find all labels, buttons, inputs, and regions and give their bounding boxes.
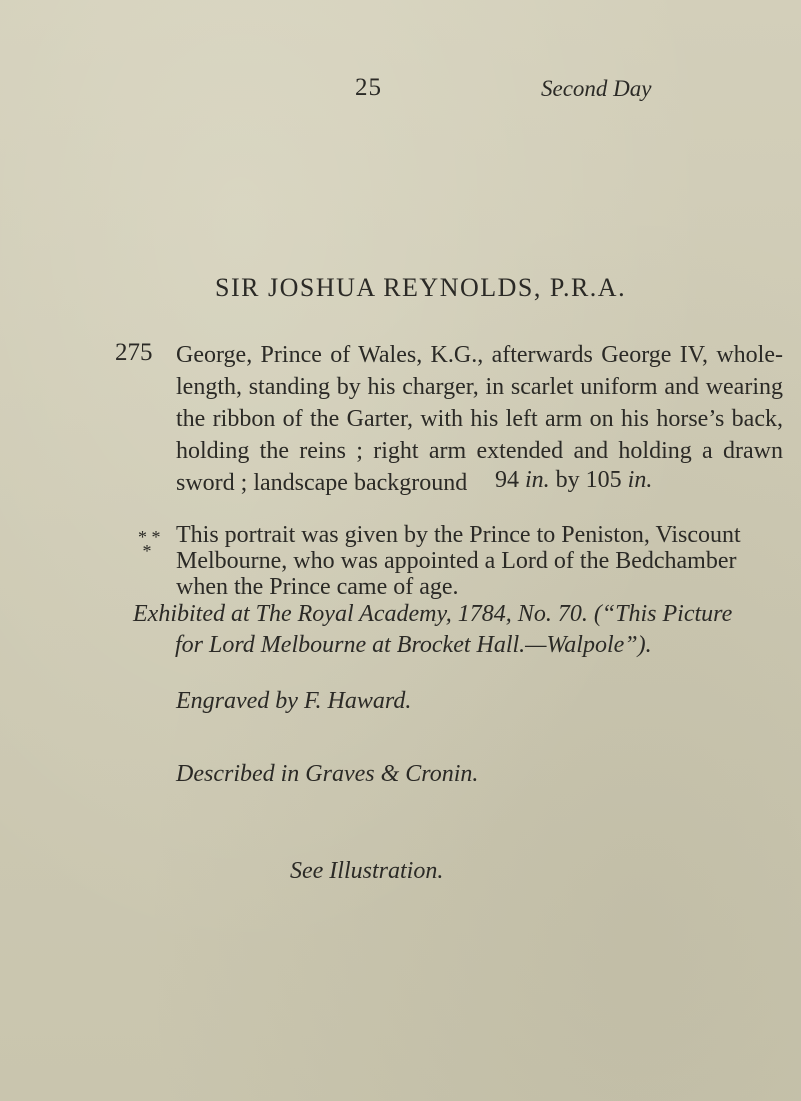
width-value: 105 <box>585 467 622 493</box>
provenance-note-line: Melbourne, who was appointed a Lord of the Bedchamber <box>176 548 737 574</box>
page-number: 25 <box>355 74 382 101</box>
illustration-reference: See Illustration. <box>290 858 444 884</box>
running-head: Second Day <box>541 76 652 101</box>
asterism-mark: * * * <box>138 527 161 561</box>
exhibition-history <box>133 599 783 661</box>
lot-description: George, Prince of Wales, K.G., afterwards George IV, whole-length, standing by his charger, in scarlet uniform and wearing the ribbon of the Garter, with his left arm on his horse’s back, holding the reins ; right arm extended and holding a drawn sword ; landscape background <box>176 342 783 496</box>
height-value: 94 <box>495 467 519 493</box>
dimension-by: by <box>555 467 580 493</box>
provenance-note-line: when the Prince came of age. <box>176 574 459 600</box>
lot-number: 275 <box>115 339 153 366</box>
provenance-note-line: This portrait was given by the Prince to Peniston, Viscount <box>176 522 741 548</box>
artist-heading: SIR JOSHUA REYNOLDS, P.R.A. <box>215 273 627 302</box>
exhibition-line: Exhibited at The Royal Academy, 1784, No. 70. (“This Picture <box>133 601 733 627</box>
literature-note: Described in Graves & Cronin. <box>176 761 479 787</box>
height-unit: in. <box>525 467 550 493</box>
engraving-note: Engraved by F. Haward. <box>176 688 412 714</box>
provenance-note <box>176 522 783 600</box>
exhibition-line: for Lord Melbourne at Brocket Hall.—Walpole”). <box>175 632 652 658</box>
lot-dimensions <box>495 467 652 494</box>
width-unit: in. <box>627 467 653 493</box>
